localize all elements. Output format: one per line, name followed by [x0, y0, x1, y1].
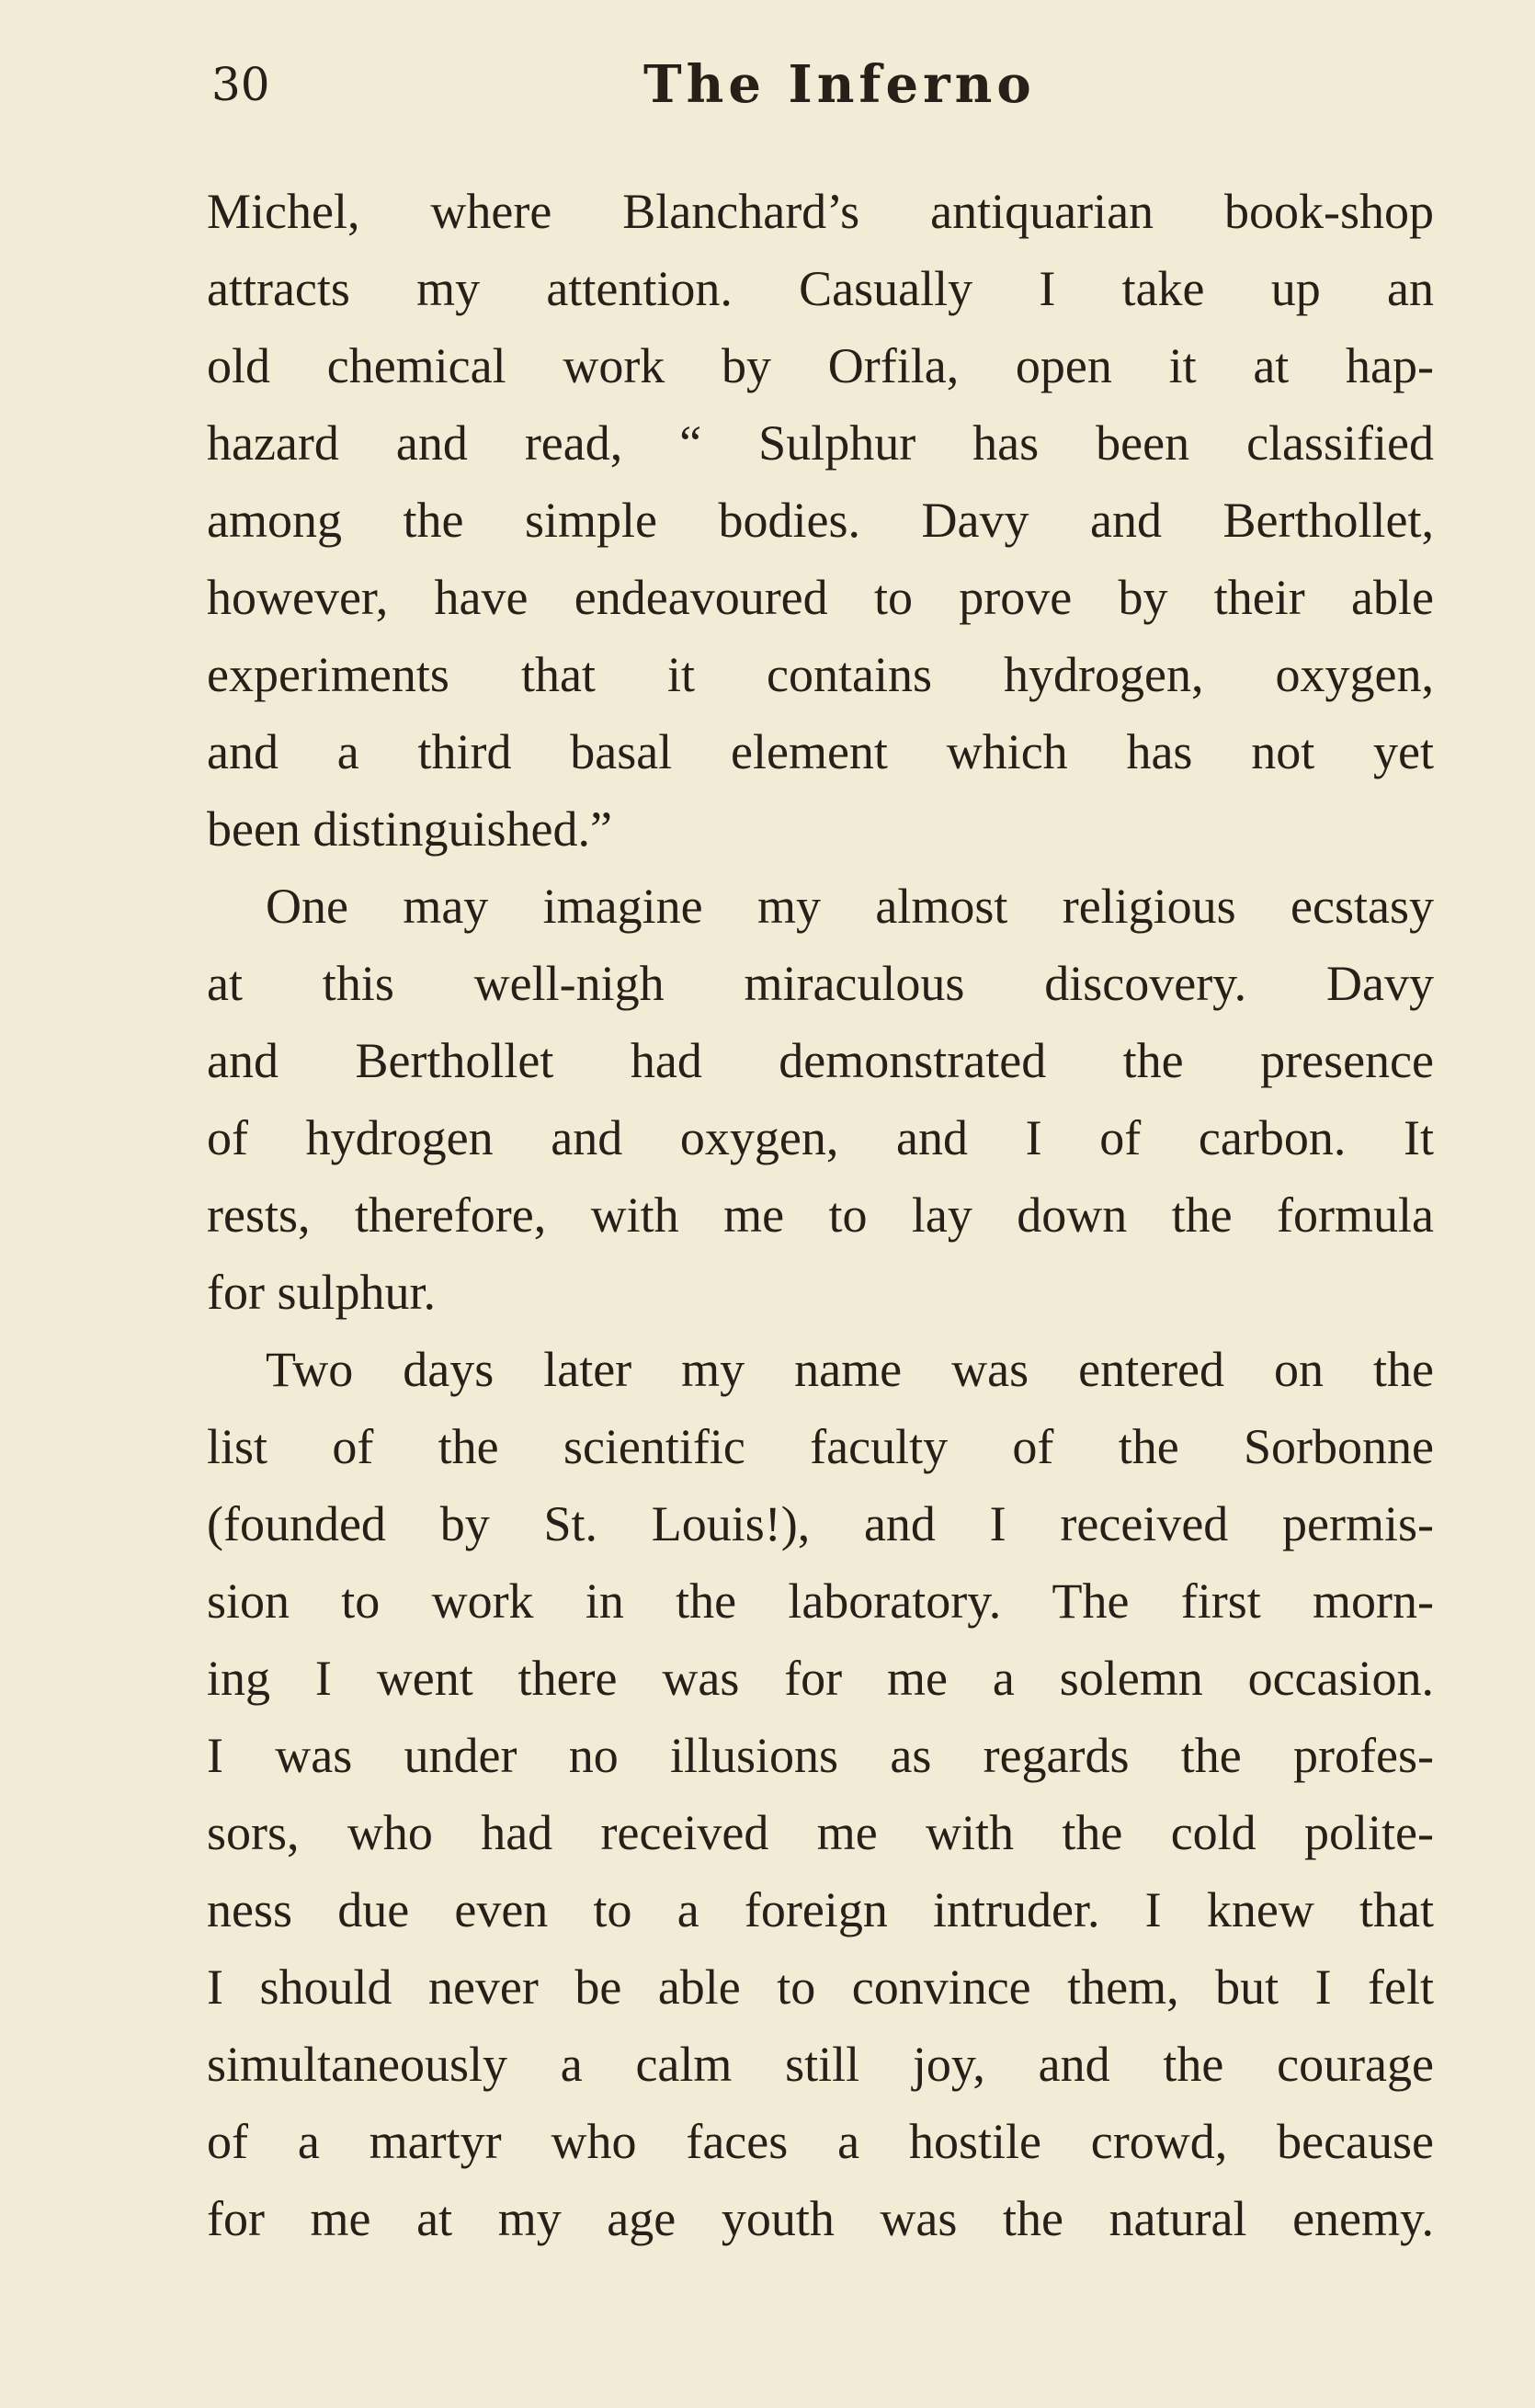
text-line-26: of a martyr who faces a hostile crowd, because [207, 2114, 1434, 2169]
text-line-4: hazard and read, “ Sulphur has been classified [207, 415, 1434, 471]
body-text [207, 173, 1434, 2257]
page-number: 30 [211, 58, 270, 111]
text-line-3: old chemical work by Orfila, open it at hap- [207, 338, 1434, 393]
text-line-16: Two days later my name was entered on the [266, 1342, 1434, 1397]
text-line-6: however, have endeavoured to prove by their able [207, 570, 1434, 625]
text-line-11: at this well-nigh miraculous discovery. Davy [207, 956, 1434, 1011]
running-head [211, 48, 1434, 121]
text-line-8: and a third basal element which has not yet [207, 724, 1434, 779]
text-line-7: experiments that it contains hydrogen, oxygen, [207, 647, 1434, 702]
text-line-13: of hydrogen and oxygen, and I of carbon. It [207, 1110, 1434, 1165]
text-line-10: One may imagine my almost religious ecstasy [266, 879, 1434, 934]
running-title: The Inferno [643, 54, 1036, 115]
text-line-18: (founded by St. Louis!), and I received permis- [207, 1496, 1434, 1551]
text-line-27: for me at my age youth was the natural enemy. [207, 2191, 1434, 2246]
text-line-20: ing I went there was for me a solemn occasion. [207, 1651, 1434, 1706]
text-line-15: for sulphur. [207, 1265, 436, 1320]
text-line-1: Michel, where Blanchard’s antiquarian book-shop [207, 184, 1434, 239]
text-line-22: sors, who had received me with the cold polite- [207, 1805, 1434, 1860]
text-line-25: simultaneously a calm still joy, and the courage [207, 2037, 1434, 2092]
text-line-2: attracts my attention. Casually I take up an [207, 261, 1434, 316]
text-line-12: and Berthollet had demonstrated the presence [207, 1033, 1434, 1088]
text-line-14: rests, therefore, with me to lay down the formula [207, 1187, 1434, 1243]
text-line-5: among the simple bodies. Davy and Berthollet, [207, 493, 1434, 548]
text-line-23: ness due even to a foreign intruder. I knew that [207, 1882, 1434, 1937]
text-line-9: been distinguished.” [207, 801, 612, 857]
text-line-19: sion to work in the laboratory. The first morn- [207, 1573, 1434, 1629]
text-line-24: I should never be able to convince them, but I felt [207, 1959, 1434, 2015]
text-line-17: list of the scientific faculty of the Sorbonne [207, 1419, 1434, 1474]
text-line-21: I was under no illusions as regards the profes- [207, 1728, 1434, 1783]
